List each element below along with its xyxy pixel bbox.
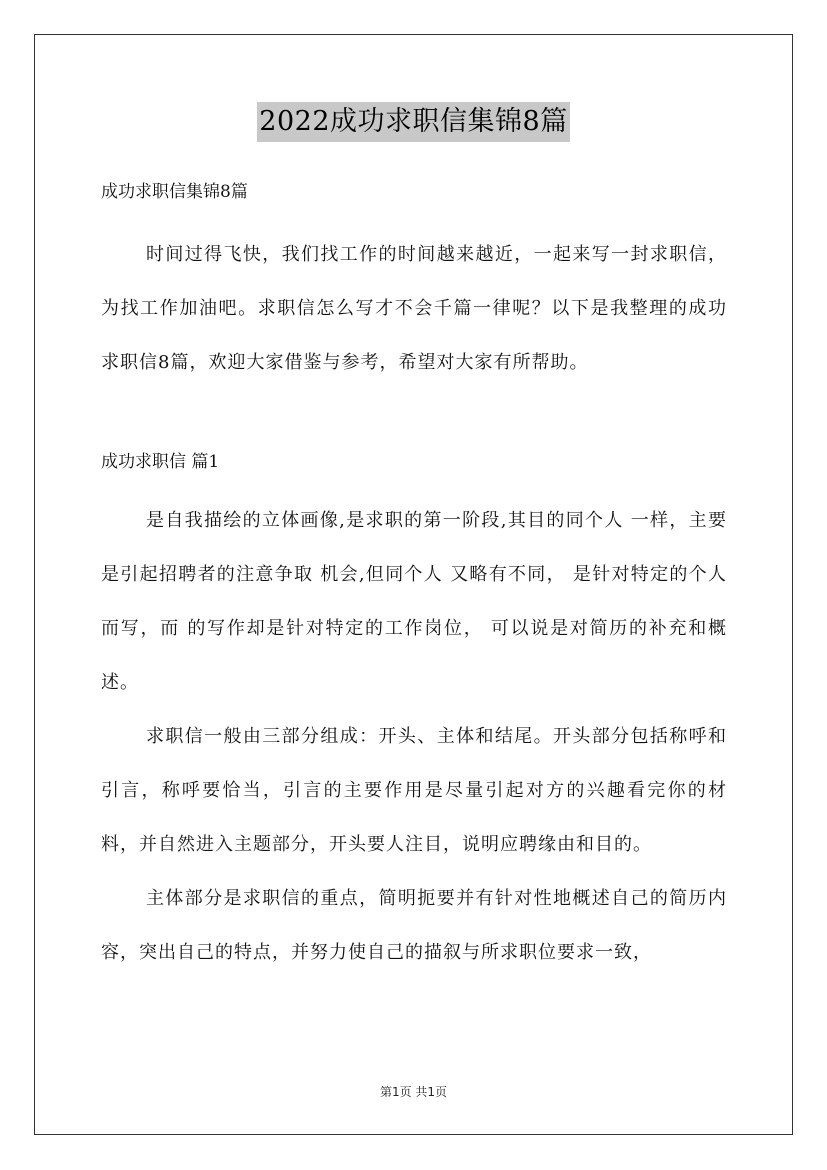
document-body xyxy=(101,170,727,980)
intro-paragraph: 时间过得飞快，我们找工作的时间越来越近，一起来写一封求职信，为找工作加油吧。求职信怎么写才不会千篇一律呢？以下是我整理的成功求职信8篇，欢迎大家借鉴与参考，希望对大家有所帮助。 xyxy=(101,244,727,373)
body-paragraph-3: 主体部分是求职信的重点，简明扼要并有针对性地概述自己的简历内容，突出自己的特点，并努力使自己的描叙与所求职位要求一致， xyxy=(101,888,727,963)
section-heading: 成功求职信 篇1 xyxy=(101,452,220,472)
page-footer xyxy=(0,1083,827,1100)
body-paragraph-1: 是自我描绘的立体画像,是求职的第一阶段,其目的同个人 一样，主要是引起招聘者的注意争取 机会,但同个人 又略有不同， 是针对特定的个人而写，而 的写作却是针对特定的工作岗位， 可以说是对简历的补充和概述。 xyxy=(101,510,727,693)
title-area xyxy=(0,102,827,142)
body-paragraph-2: 求职信一般由三部分组成：开头、主体和结尾。开头部分包括称呼和引言，称呼要恰当，引言的主要作用是尽量引起对方的兴趣看完你的材料，并自然进入主题部分，开头要人注目，说明应聘缘由和目的。 xyxy=(101,726,727,855)
document-subtitle: 成功求职信集锦8篇 xyxy=(101,182,248,202)
page-number-text: 第1页 共1页 xyxy=(379,1085,448,1099)
document-title: 2022成功求职信集锦8篇 xyxy=(257,102,569,142)
